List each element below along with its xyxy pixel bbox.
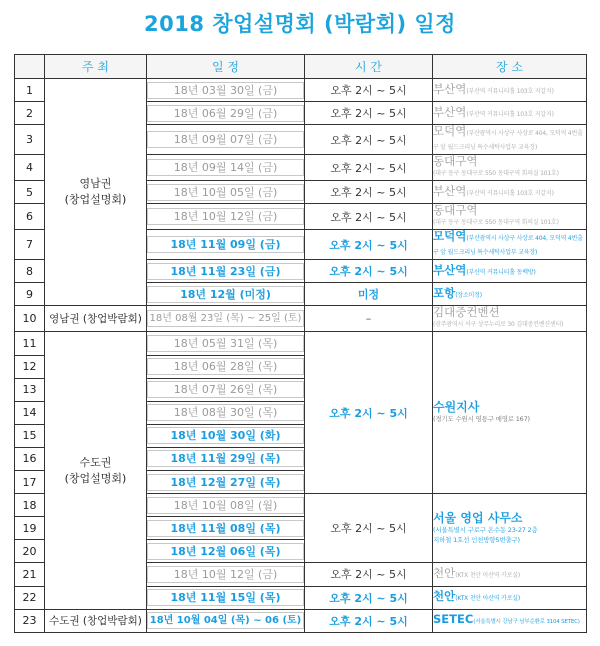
col-host-header: 주 최 xyxy=(45,55,147,79)
time-text: – xyxy=(365,312,372,326)
row-number: 22 xyxy=(15,586,45,609)
date-box: 18년 10월 12일 (금) xyxy=(147,208,304,225)
place-name: SETEC xyxy=(433,612,474,627)
row-number: 13 xyxy=(15,378,45,401)
page-title: 2018 창업설명회 (박람회) 일정 xyxy=(144,12,456,36)
place-name: 부산역 xyxy=(433,81,467,96)
row-number: 20 xyxy=(15,540,45,563)
time-text: 오후 2시 ~ 5시 xyxy=(329,614,408,628)
place-name: 부산역 xyxy=(433,183,467,198)
time-text: 오후 2시 ~ 5시 xyxy=(330,133,407,147)
time-text: 오후 2시 ~ 5시 xyxy=(330,568,407,582)
row-number: 9 xyxy=(15,283,45,306)
row-number: 14 xyxy=(15,401,45,424)
row-number: 10 xyxy=(15,306,45,332)
date-box: 18년 08월 23일 (목) ~ 25일 (토) xyxy=(147,310,304,327)
place-name: 천안 xyxy=(433,565,456,580)
row-number: 15 xyxy=(15,424,45,447)
time-text: 오후 2시 ~ 5시 xyxy=(329,238,408,252)
place-address: (부산역 커뮤니티홀 103호 지갈지) xyxy=(466,110,554,118)
date-box: 18년 12월 27일 (목) xyxy=(147,474,304,491)
date-box: 18년 05월 31일 (목) xyxy=(147,335,304,352)
time-text: 오후 2시 ~ 5시 xyxy=(330,161,407,175)
place-address-2: 지하철 1호선 인천방향5번출구) xyxy=(433,535,520,544)
table-row xyxy=(15,609,587,632)
region-sudo-expo: 수도권 (창업박람회) xyxy=(45,609,147,632)
row-number: 8 xyxy=(15,260,45,283)
date-box: 18년 11월 23일 (금) xyxy=(147,263,304,280)
table-row xyxy=(15,79,587,102)
date-box: 18년 11월 29일 (목) xyxy=(147,450,304,467)
place-address: (대구 동구 동대구로 550 동대구역 회의실 101호) xyxy=(433,170,559,178)
place-address: (KTX 천안 아산역 카로실) xyxy=(455,571,521,579)
place-address: (장소미정) xyxy=(455,291,482,299)
place-name: 수원지사 xyxy=(433,400,480,415)
place-address: (부산역 커뮤니티홀 103호 지갈지) xyxy=(466,189,554,197)
place-name: 김대중컨벤션 xyxy=(433,305,500,320)
table-row xyxy=(15,306,587,332)
date-box: 18년 07월 26일 (목) xyxy=(147,381,304,398)
place-address: (대구 동구 동대구로 550 동대구역 회의실 101호) xyxy=(433,219,559,227)
place-address: (경기도 수원시 영통구 매영로 167) xyxy=(433,415,530,424)
time-text: 오후 2시 ~ 5시 xyxy=(330,522,407,536)
region-sudo: 수도권 (창업설명회) xyxy=(45,332,147,609)
place-address: (부산역 커뮤니티홀 동백방) xyxy=(466,268,536,276)
region-yeongnam-expo: 영남권 (창업박람회) xyxy=(45,306,147,332)
place-address: (부산광역시 사상구 사상로 404, 모덕역 4번출구 앞 월드크리닝 특수세탁사업부 교육장) xyxy=(433,130,583,152)
row-number: 3 xyxy=(15,125,45,155)
col-date-header: 일 정 xyxy=(147,55,305,79)
date-box: 18년 09월 14일 (금) xyxy=(147,159,304,176)
place-name: 동대구역 xyxy=(433,154,478,169)
row-number: 23 xyxy=(15,609,45,632)
date-box: 18년 10월 12일 (금) xyxy=(147,566,304,583)
row-number: 6 xyxy=(15,204,45,230)
place-address: (부산광역시 사상구 사상로 404, 모덕역 4번출구 앞 월드크리닝 특수세탁사업부 교육장) xyxy=(433,235,583,257)
date-box: 18년 12월 06일 (목) xyxy=(147,543,304,560)
region-yeongnam: 영남권 (창업설명회) xyxy=(45,79,147,306)
row-number: 12 xyxy=(15,355,45,378)
row-number: 11 xyxy=(15,332,45,355)
date-box: 18년 10월 30일 (화) xyxy=(147,427,304,444)
time-text: 오후 2시 ~ 5시 xyxy=(329,591,408,605)
table-header-row xyxy=(15,55,587,79)
date-box: 18년 12월 (미정) xyxy=(147,286,304,303)
row-number: 2 xyxy=(15,102,45,125)
time-text: 오후 2시 ~ 5시 xyxy=(329,406,408,420)
date-box: 18년 03월 30일 (금) xyxy=(147,82,304,99)
row-number: 16 xyxy=(15,447,45,470)
place-address: (KTX 천안 아산역 카로실) xyxy=(455,595,521,603)
date-box: 18년 09월 07일 (금) xyxy=(147,131,304,148)
date-box: 18년 10월 04일 (목) ~ 06 (토) xyxy=(147,612,304,629)
date-box: 18년 11월 08일 (목) xyxy=(147,520,304,537)
schedule-table xyxy=(14,54,587,633)
place-name: 모덕역 xyxy=(433,124,467,139)
row-number: 21 xyxy=(15,563,45,586)
place-name: 모덕역 xyxy=(433,229,467,244)
date-box: 18년 08월 30일 (목) xyxy=(147,404,304,421)
place-name: 포항 xyxy=(433,285,456,300)
row-number: 4 xyxy=(15,155,45,181)
col-place-header: 장 소 xyxy=(433,55,587,79)
place-name: 동대구역 xyxy=(433,203,478,218)
place-name: 천안 xyxy=(433,589,456,604)
time-text: 오후 2시 ~ 5시 xyxy=(330,84,407,98)
row-number: 7 xyxy=(15,230,45,260)
time-text: 오후 2시 ~ 5시 xyxy=(330,186,407,200)
place-address: (서울특별시 강남구 남부순환로 3104 SETEC) xyxy=(473,619,580,626)
place-name: 부산역 xyxy=(433,262,467,277)
time-text: 오후 2시 ~ 5시 xyxy=(330,210,407,224)
table-row xyxy=(15,332,587,355)
row-number: 5 xyxy=(15,181,45,204)
date-box: 18년 06월 28일 (목) xyxy=(147,358,304,375)
place-name: 서울 영업 사무소 xyxy=(433,510,523,525)
date-box: 18년 10월 08일 (월) xyxy=(147,497,304,514)
col-num-header xyxy=(15,55,45,79)
date-box: 18년 11월 09일 (금) xyxy=(147,236,304,253)
col-time-header: 시 간 xyxy=(305,55,433,79)
row-number: 18 xyxy=(15,494,45,517)
date-box: 18년 10월 05일 (금) xyxy=(147,184,304,201)
time-text: 오후 2시 ~ 5시 xyxy=(329,265,408,279)
date-box: 18년 11월 15일 (목) xyxy=(147,589,304,606)
place-name: 부산역 xyxy=(433,104,467,119)
place-address: (부산역 커뮤니티홀 103호 지갈지) xyxy=(466,87,554,95)
place-address: (광주광역시 서구 상무누리로 30 김대중컨벤션센터) xyxy=(433,321,564,329)
date-box: 18년 06월 29일 (금) xyxy=(147,105,304,122)
time-text: 오후 2시 ~ 5시 xyxy=(330,107,407,121)
row-number: 17 xyxy=(15,471,45,494)
place-address: (서울특별시 구로구 온수동 23-27 2층 xyxy=(433,525,538,534)
row-number: 19 xyxy=(15,517,45,540)
time-text: 미정 xyxy=(357,288,380,302)
row-number: 1 xyxy=(15,79,45,102)
